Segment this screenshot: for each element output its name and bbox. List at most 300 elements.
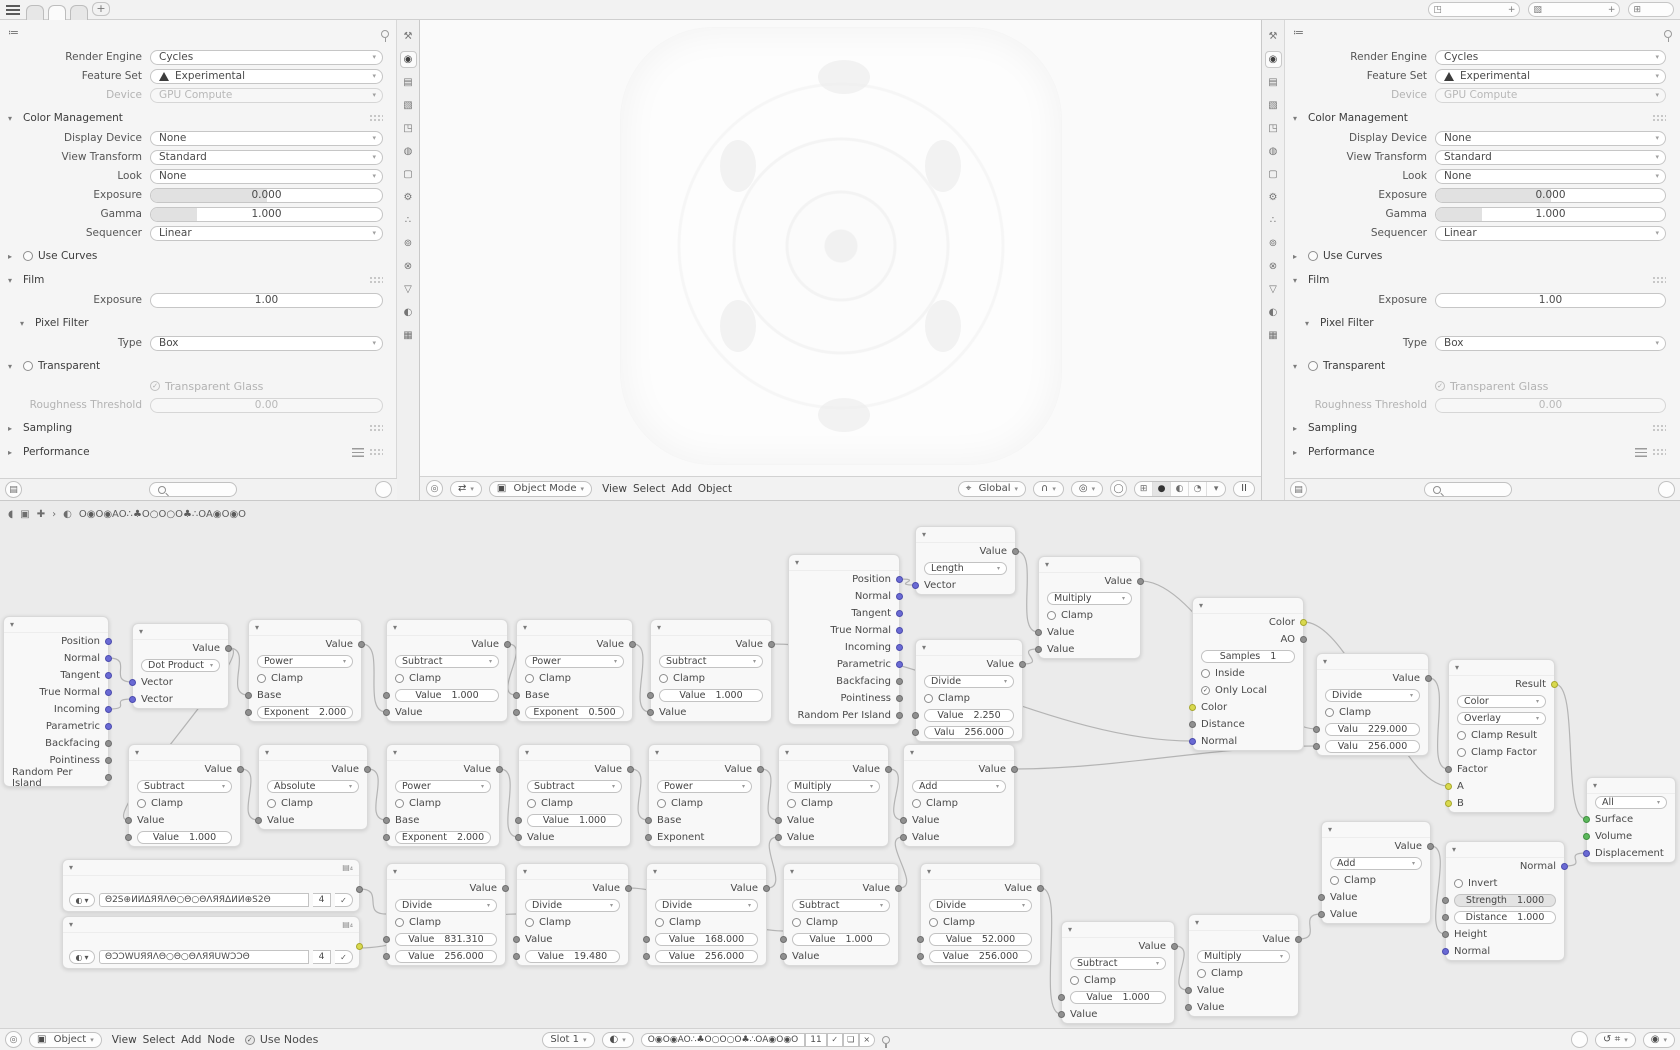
overlays-dropdown[interactable]: ◉ ▾ [1643, 1032, 1675, 1048]
vector-socket[interactable] [105, 655, 112, 662]
slot-dropdown[interactable]: Slot 1 ▾ [542, 1032, 594, 1048]
prop-select[interactable] [150, 169, 383, 184]
section-film[interactable] [1285, 271, 1680, 289]
properties-search[interactable] [1424, 482, 1512, 497]
operation-dropdown[interactable]: Length ▾ [924, 562, 1007, 575]
shader-type-dropdown[interactable]: ▣ Object ▾ [29, 1032, 102, 1048]
operation-dropdown[interactable]: Multiply ▾ [1047, 592, 1132, 605]
gray-socket[interactable] [917, 953, 924, 960]
editor-type-button[interactable]: ◎ [426, 480, 443, 497]
menu-add[interactable]: Add [671, 483, 692, 495]
value-field[interactable] [395, 831, 491, 844]
check-note[interactable] [1435, 380, 1548, 393]
node-header[interactable]: ▾ [1446, 842, 1564, 858]
node-header[interactable]: ▾ [904, 745, 1014, 761]
node-math-subtract-1[interactable] [386, 619, 508, 722]
vector-socket[interactable] [129, 696, 136, 703]
value-field[interactable] [924, 726, 1014, 739]
checkbox-icon[interactable] [527, 799, 536, 808]
operation-dropdown[interactable]: Power ▾ [257, 655, 353, 668]
vector-socket[interactable] [896, 644, 903, 651]
node-header[interactable]: ▾ [1189, 915, 1298, 931]
proportional-editing-dropdown[interactable]: ◎ ▾ [1071, 481, 1103, 497]
vector-socket[interactable] [1442, 948, 1449, 955]
node-header[interactable]: ▾ [1587, 778, 1675, 794]
gray-socket[interactable] [513, 936, 520, 943]
shading-mode-2[interactable]: ◐ [1171, 482, 1189, 496]
shading-mode-3[interactable]: ◔ [1189, 482, 1207, 496]
operation-dropdown[interactable]: Divide ▾ [924, 675, 1014, 688]
node-canvas[interactable] [0, 501, 1680, 1028]
gray-socket[interactable] [1442, 931, 1449, 938]
gray-socket[interactable] [900, 817, 907, 824]
node-bump[interactable] [1445, 841, 1565, 961]
value-field[interactable] [1070, 991, 1166, 1004]
use-nodes-toggle[interactable]: ✓ Use Nodes [245, 1033, 319, 1046]
prop-value-field[interactable] [150, 293, 383, 308]
value-field[interactable] [929, 950, 1032, 963]
gray-socket[interactable] [1442, 914, 1449, 921]
menu-select[interactable]: Select [632, 483, 666, 495]
checkbox-icon[interactable] [912, 799, 921, 808]
value-field[interactable] [1325, 740, 1420, 753]
gray-socket[interactable] [504, 641, 511, 648]
gray-socket[interactable] [647, 709, 654, 716]
checkbox-icon[interactable] [1070, 976, 1079, 985]
operation-dropdown[interactable]: Color ▾ [1457, 695, 1546, 708]
scene-selector[interactable] [1428, 2, 1520, 17]
shading-dropdown[interactable]: ▾ [1213, 483, 1219, 494]
operation-dropdown[interactable]: All ▾ [1595, 796, 1667, 809]
extra-selector[interactable] [1628, 2, 1674, 17]
menu-view[interactable]: View [602, 483, 627, 495]
gray-socket[interactable] [780, 953, 787, 960]
fake-user-icon[interactable]: ✓ [335, 893, 353, 907]
browse-image-icon[interactable]: ◐ ▾ [69, 950, 95, 964]
render-preview-toggle[interactable] [1571, 1031, 1588, 1048]
node-header[interactable]: ▾ [1322, 822, 1430, 838]
use-nodes-checkbox[interactable]: ✓ [245, 1035, 255, 1045]
section-transparent[interactable] [0, 357, 397, 375]
texture-tab-icon[interactable]: ▦ [1268, 330, 1278, 341]
node-math-absolute[interactable] [258, 744, 368, 830]
operation-dropdown[interactable]: Power ▾ [657, 780, 752, 793]
gray-socket[interactable] [364, 766, 371, 773]
viewport-canvas[interactable] [420, 20, 1261, 476]
gray-socket[interactable] [225, 645, 232, 652]
yellow-socket[interactable] [1300, 619, 1307, 626]
list-icon[interactable] [1635, 448, 1647, 457]
menu-object[interactable]: Object [697, 483, 732, 495]
prop-select[interactable] [150, 69, 383, 84]
menu-node[interactable]: Node [207, 1034, 235, 1046]
gray-socket[interactable] [763, 885, 770, 892]
node-geometry-1[interactable] [3, 616, 109, 787]
world-tab-icon[interactable]: ◍ [1268, 146, 1278, 157]
gray-socket[interactable] [780, 936, 787, 943]
node-header[interactable]: ▾ [649, 745, 760, 761]
tool-tab-icon[interactable]: ⚒ [403, 31, 413, 42]
prop-select[interactable] [1435, 131, 1666, 146]
node-header[interactable]: ▾ [784, 864, 898, 880]
node-header[interactable]: ▾ [387, 745, 499, 761]
gray-socket[interactable] [643, 953, 650, 960]
checkbox-icon[interactable] [1325, 708, 1334, 717]
workspace-tab[interactable] [26, 5, 44, 20]
node-header[interactable]: ▾ [916, 527, 1015, 543]
operation-dropdown[interactable]: Subtract ▾ [792, 899, 890, 912]
operation-dropdown[interactable]: Add ▾ [1330, 857, 1422, 870]
object-tab-icon[interactable]: ▢ [403, 169, 413, 180]
node-header[interactable]: ▾ [133, 624, 228, 640]
gray-socket[interactable] [1425, 675, 1432, 682]
gray-socket[interactable] [900, 834, 907, 841]
value-field[interactable] [525, 706, 624, 719]
node-math-divide-2[interactable] [516, 863, 629, 966]
editor-type-button[interactable]: ◎ [5, 1031, 22, 1048]
node-math-power-3[interactable] [386, 744, 500, 847]
gray-socket[interactable] [1442, 897, 1449, 904]
properties-search[interactable] [149, 482, 237, 497]
prop-value-field[interactable] [150, 188, 383, 203]
value-field[interactable] [527, 814, 622, 827]
prop-value-field[interactable] [150, 398, 383, 413]
gray-socket[interactable] [1185, 1004, 1192, 1011]
gray-socket[interactable] [1427, 843, 1434, 850]
gray-socket[interactable] [645, 834, 652, 841]
node-material-output[interactable] [1586, 777, 1676, 863]
value-field[interactable] [659, 689, 763, 702]
checkbox-icon[interactable] [395, 918, 404, 927]
node-math-divide-4[interactable] [920, 863, 1041, 966]
grip-icon[interactable] [370, 449, 383, 456]
node-image-node-a[interactable] [62, 859, 360, 912]
menu-select[interactable]: Select [142, 1034, 176, 1046]
checkbox-icon[interactable] [1047, 611, 1056, 620]
gray-socket[interactable] [502, 885, 509, 892]
value-field[interactable] [257, 706, 353, 719]
options-button[interactable] [1658, 481, 1675, 498]
vector-socket[interactable] [1561, 863, 1568, 870]
scene-tab-icon[interactable]: ◳ [1268, 123, 1278, 134]
section-checkbox[interactable] [23, 251, 33, 261]
vector-socket[interactable] [896, 610, 903, 617]
value-field[interactable] [1201, 650, 1295, 663]
app-menu-icon[interactable] [6, 5, 20, 15]
prop-value-field[interactable] [1435, 398, 1666, 413]
value-field[interactable] [525, 950, 620, 963]
editor-type-button[interactable]: ▤ [1290, 481, 1307, 498]
node-math-subtract-4[interactable] [518, 744, 631, 847]
prop-select[interactable] [1435, 69, 1666, 84]
gray-socket[interactable] [1171, 943, 1178, 950]
gray-socket[interactable] [356, 886, 363, 893]
checkbox-icon[interactable] [395, 674, 404, 683]
checkbox-icon[interactable] [792, 918, 801, 927]
checkbox-icon[interactable]: ✓ [1202, 687, 1209, 694]
vector-socket[interactable] [896, 661, 903, 668]
section-checkbox[interactable] [23, 361, 33, 371]
gray-socket[interactable] [1011, 766, 1018, 773]
operation-dropdown[interactable]: Multiply ▾ [787, 780, 880, 793]
prop-select[interactable] [1435, 336, 1666, 351]
section-color-management[interactable] [1285, 109, 1680, 127]
value-field[interactable] [655, 933, 758, 946]
show-gizmo-button[interactable]: ◯ [1110, 480, 1127, 497]
node-math-power-4[interactable] [648, 744, 761, 847]
options-button[interactable] [375, 481, 392, 498]
operation-dropdown[interactable]: Divide ▾ [655, 899, 758, 912]
gray-socket[interactable] [645, 817, 652, 824]
node-math-subtract-6[interactable] [1061, 921, 1175, 1024]
vector-socket[interactable] [912, 582, 919, 589]
node-math-add-1[interactable] [903, 744, 1015, 847]
node-header[interactable]: ▾ [921, 864, 1040, 880]
operation-dropdown[interactable]: Divide ▾ [1325, 689, 1420, 702]
mode-history-dropdown[interactable]: ⇄ ▾ [450, 481, 482, 497]
workspace-tab[interactable] [48, 5, 66, 20]
physics-tab-icon[interactable]: ⊚ [403, 238, 413, 249]
vector-socket[interactable] [896, 593, 903, 600]
check-note[interactable] [150, 380, 263, 393]
node-header[interactable]: ▾ [387, 864, 505, 880]
node-header[interactable]: ▾ [916, 640, 1022, 656]
prop-select[interactable] [1435, 169, 1666, 184]
gray-socket[interactable] [383, 834, 390, 841]
prop-select[interactable] [150, 336, 383, 351]
node-ambient-occlusion[interactable] [1192, 597, 1304, 751]
node-vector-math-length[interactable] [915, 526, 1016, 595]
constraints-tab-icon[interactable]: ⊗ [403, 261, 413, 272]
gray-socket[interactable] [105, 740, 112, 747]
object-data-tab-icon[interactable]: ▽ [404, 284, 412, 295]
image-users-count[interactable]: 4 [313, 893, 331, 907]
operation-dropdown[interactable]: Power ▾ [525, 655, 624, 668]
browse-material-dropdown[interactable]: ◐ ▾ [602, 1032, 634, 1048]
operation-dropdown[interactable]: Subtract ▾ [137, 780, 232, 793]
vector-socket[interactable] [896, 576, 903, 583]
checkbox-icon[interactable] [787, 799, 796, 808]
gray-socket[interactable] [912, 712, 919, 719]
output-tab-icon[interactable]: ▤ [1268, 77, 1278, 88]
pin-icon[interactable] [882, 1036, 890, 1044]
value-field[interactable] [924, 709, 1014, 722]
gray-socket[interactable] [1313, 726, 1320, 733]
checkbox-icon[interactable] [525, 918, 534, 927]
view-layer-tab-icon[interactable]: ▧ [1268, 100, 1278, 111]
operation-dropdown[interactable]: Dot Product ▾ [141, 659, 220, 672]
extra-input[interactable] [1645, 4, 1669, 16]
node-geometry-2[interactable] [788, 554, 900, 725]
checkbox-icon[interactable] [657, 799, 666, 808]
node-header[interactable]: ▾ [779, 745, 888, 761]
prop-select[interactable] [1435, 50, 1666, 65]
gray-socket[interactable] [383, 936, 390, 943]
gray-socket[interactable] [383, 953, 390, 960]
yellow-socket[interactable] [1551, 681, 1558, 688]
gray-socket[interactable] [383, 709, 390, 716]
operation-dropdown[interactable]: Divide ▾ [395, 899, 497, 912]
node-math-power-2[interactable] [516, 619, 633, 722]
unlink-material-icon[interactable]: × [859, 1033, 875, 1047]
prop-select[interactable] [1435, 150, 1666, 165]
gray-socket[interactable] [1058, 1011, 1065, 1018]
operation-dropdown[interactable]: Absolute ▾ [267, 780, 359, 793]
node-header[interactable]: ▾ [647, 864, 766, 880]
node-math-multiply-a[interactable] [1038, 556, 1141, 659]
yellow-socket[interactable] [1189, 704, 1196, 711]
gray-socket[interactable] [105, 757, 112, 764]
node-math-power-1[interactable] [248, 619, 362, 722]
workspace-tab[interactable] [70, 5, 88, 20]
gray-socket[interactable] [1035, 646, 1042, 653]
new-material-icon[interactable]: ❏ [843, 1033, 859, 1047]
gray-socket[interactable] [513, 692, 520, 699]
gray-socket[interactable] [383, 692, 390, 699]
checkbox-icon[interactable]: ✓ [1435, 381, 1445, 391]
gray-socket[interactable] [775, 817, 782, 824]
gray-socket[interactable] [895, 885, 902, 892]
checkbox-icon[interactable] [659, 674, 668, 683]
gray-socket[interactable] [245, 692, 252, 699]
texture-tab-icon[interactable]: ▦ [403, 330, 413, 341]
checkbox-icon[interactable]: ✓ [150, 381, 160, 391]
snapping-controls[interactable]: ↺ ⌗ ▾ [1595, 1032, 1636, 1048]
operation-dropdown[interactable]: Divide ▾ [929, 899, 1032, 912]
grip-icon[interactable] [370, 425, 383, 432]
gray-socket[interactable] [1035, 629, 1042, 636]
node-header[interactable]: ▾ [259, 745, 367, 761]
gray-socket[interactable] [647, 692, 654, 699]
value-field[interactable] [137, 831, 232, 844]
grip-icon[interactable] [370, 115, 383, 122]
modifiers-tab-icon[interactable]: ⚙ [1268, 192, 1278, 203]
material-tab-icon[interactable]: ◐ [403, 307, 413, 318]
material-name-field[interactable]: O◉O◉AO∴♣O○O○O♣∴OA◉O◉O [641, 1033, 805, 1047]
section-performance[interactable] [1285, 443, 1680, 461]
checkbox-icon[interactable] [1457, 731, 1466, 740]
snap-dropdown[interactable]: ∩ ▾ [1033, 481, 1064, 497]
menu-add[interactable]: Add [181, 1034, 202, 1046]
prop-select[interactable] [150, 131, 383, 146]
render-tab-icon[interactable]: ◉ [400, 51, 417, 68]
prop-value-field[interactable] [150, 207, 383, 222]
add-workspace-button[interactable]: + [92, 2, 110, 16]
operation-dropdown[interactable]: Power ▾ [395, 780, 491, 793]
fake-user-icon[interactable]: ✓ [827, 1033, 843, 1047]
scene-name-input[interactable] [1446, 4, 1504, 16]
grip-icon[interactable] [1653, 425, 1666, 432]
node-math-divide-b[interactable] [1316, 653, 1429, 756]
prop-value-field[interactable] [1435, 293, 1666, 308]
checkbox-icon[interactable] [655, 918, 664, 927]
gray-socket[interactable] [255, 817, 262, 824]
prop-select[interactable] [1435, 226, 1666, 241]
checkbox-icon[interactable] [929, 918, 938, 927]
grip-icon[interactable] [1653, 277, 1666, 284]
section-performance[interactable] [0, 443, 397, 461]
checkbox-icon[interactable] [395, 799, 404, 808]
yellow-socket[interactable] [1445, 783, 1452, 790]
node-header[interactable]: ▾ [1449, 660, 1554, 676]
section-transparent[interactable] [1285, 357, 1680, 375]
prop-value-field[interactable] [1435, 188, 1666, 203]
node-header[interactable]: ▾ [789, 555, 899, 571]
modifiers-tab-icon[interactable]: ⚙ [403, 192, 413, 203]
properties-filter-icon[interactable]: ≔ [1293, 26, 1304, 39]
checkbox-icon[interactable] [525, 674, 534, 683]
shading-mode-1[interactable]: ● [1153, 482, 1171, 496]
physics-tab-icon[interactable]: ⊚ [1268, 238, 1278, 249]
section-checkbox[interactable] [1308, 361, 1318, 371]
gray-socket[interactable] [1037, 885, 1044, 892]
prop-select[interactable] [150, 150, 383, 165]
editor-type-button[interactable]: ▤ [5, 481, 22, 498]
node-math-subtract-3[interactable] [128, 744, 241, 847]
value-field[interactable] [395, 689, 499, 702]
pin-icon[interactable] [381, 28, 389, 41]
node-header[interactable]: ▾ [4, 617, 108, 633]
section-checkbox[interactable] [1308, 251, 1318, 261]
node-header[interactable]: ▾ [1193, 598, 1303, 614]
section-use-curves[interactable] [0, 247, 397, 265]
section-use-curves[interactable] [1285, 247, 1680, 265]
gray-socket[interactable] [625, 885, 632, 892]
vector-socket[interactable] [105, 706, 112, 713]
particles-tab-icon[interactable]: ∴ [1269, 215, 1277, 226]
gray-socket[interactable] [917, 936, 924, 943]
gray-socket[interactable] [775, 834, 782, 841]
yellow-socket[interactable] [356, 943, 363, 950]
properties-filter-icon[interactable]: ≔ [8, 26, 19, 39]
pin-icon[interactable] [1664, 28, 1672, 41]
prop-select[interactable] [150, 226, 383, 241]
node-header[interactable]: ▾ [1039, 557, 1140, 573]
grip-icon[interactable] [1653, 115, 1666, 122]
gray-socket[interactable] [125, 817, 132, 824]
prop-value-field[interactable] [1435, 207, 1666, 222]
gray-socket[interactable] [1058, 994, 1065, 1001]
gray-socket[interactable] [896, 678, 903, 685]
checkbox-icon[interactable] [137, 799, 146, 808]
constraints-tab-icon[interactable]: ⊗ [1268, 261, 1278, 272]
pause-button[interactable]: II [1233, 481, 1255, 497]
node-mix-color[interactable] [1448, 659, 1555, 813]
gray-socket[interactable] [1012, 548, 1019, 555]
node-math-add-2[interactable] [1321, 821, 1431, 924]
gray-socket[interactable] [515, 817, 522, 824]
node-header[interactable]: ▾ [1062, 922, 1174, 938]
menu-view[interactable]: View [111, 1034, 137, 1046]
node-header[interactable]: ▾ [651, 620, 771, 636]
gray-socket[interactable] [768, 641, 775, 648]
gray-socket[interactable] [912, 729, 919, 736]
object-tab-icon[interactable]: ▢ [1268, 169, 1278, 180]
node-math-multiply-2[interactable] [1188, 914, 1299, 1017]
value-field[interactable] [395, 950, 497, 963]
gray-socket[interactable] [1318, 911, 1325, 918]
image-name-field[interactable]: Θ2Ѕ⊕ИИΔЯЯΛΘ○Θ○ΘΛЯЯΔИИ⊕Ѕ2Θ [99, 893, 309, 907]
section-pixel-filter[interactable] [0, 314, 397, 332]
yellow-socket[interactable] [1445, 800, 1452, 807]
section-sampling[interactable] [0, 419, 397, 437]
value-field[interactable] [929, 933, 1032, 946]
view-layer-selector[interactable] [1528, 2, 1620, 17]
orientation-dropdown[interactable]: ⌖ Global ▾ [958, 481, 1026, 497]
vector-socket[interactable] [1583, 850, 1590, 857]
particles-tab-icon[interactable]: ∴ [404, 215, 412, 226]
value-field[interactable] [1454, 894, 1556, 907]
